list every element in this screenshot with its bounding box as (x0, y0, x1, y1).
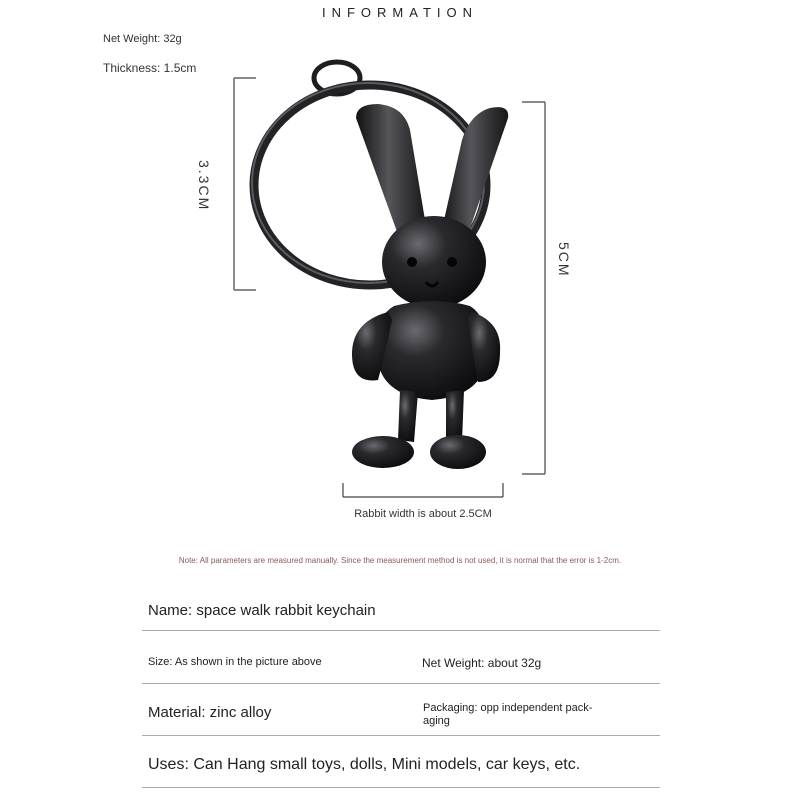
left-leg (398, 390, 418, 442)
spec-net-weight: Net Weight: 32g (103, 33, 182, 45)
left-foot (352, 436, 414, 468)
right-foot (430, 435, 486, 469)
page-title: INFORMATION (321, 5, 479, 20)
rabbit-height-dimension-bracket (522, 102, 545, 474)
product-uses: Uses: Can Hang small toys, dolls, Mini models, car keys, etc. (148, 756, 581, 773)
product-packaging: Packaging: opp independent pack-aging (423, 702, 593, 727)
divider (142, 683, 660, 684)
divider (142, 735, 660, 736)
product-size: Size: As shown in the picture above (148, 656, 322, 668)
rabbit-width-label: Rabbit width is about 2.5CM (354, 508, 492, 520)
rabbit-head (382, 216, 486, 308)
product-name: Name: space walk rabbit keychain (148, 602, 376, 619)
product-material: Material: zinc alloy (148, 704, 272, 721)
right-leg (446, 390, 464, 442)
measurement-note: Note: All parameters are measured manually. Since the measurement method is not used, it is normal that the error is 1-2cm. (178, 556, 622, 565)
rabbit-width-dimension-bracket (343, 483, 503, 497)
ring-height-label: 3.3CM (196, 160, 212, 212)
divider (142, 630, 660, 631)
rabbit-height-label: 5CM (556, 242, 572, 278)
product-net-weight: Net Weight: about 32g (422, 656, 542, 670)
spec-thickness: Thickness: 1.5cm (103, 61, 197, 75)
divider (142, 787, 660, 788)
